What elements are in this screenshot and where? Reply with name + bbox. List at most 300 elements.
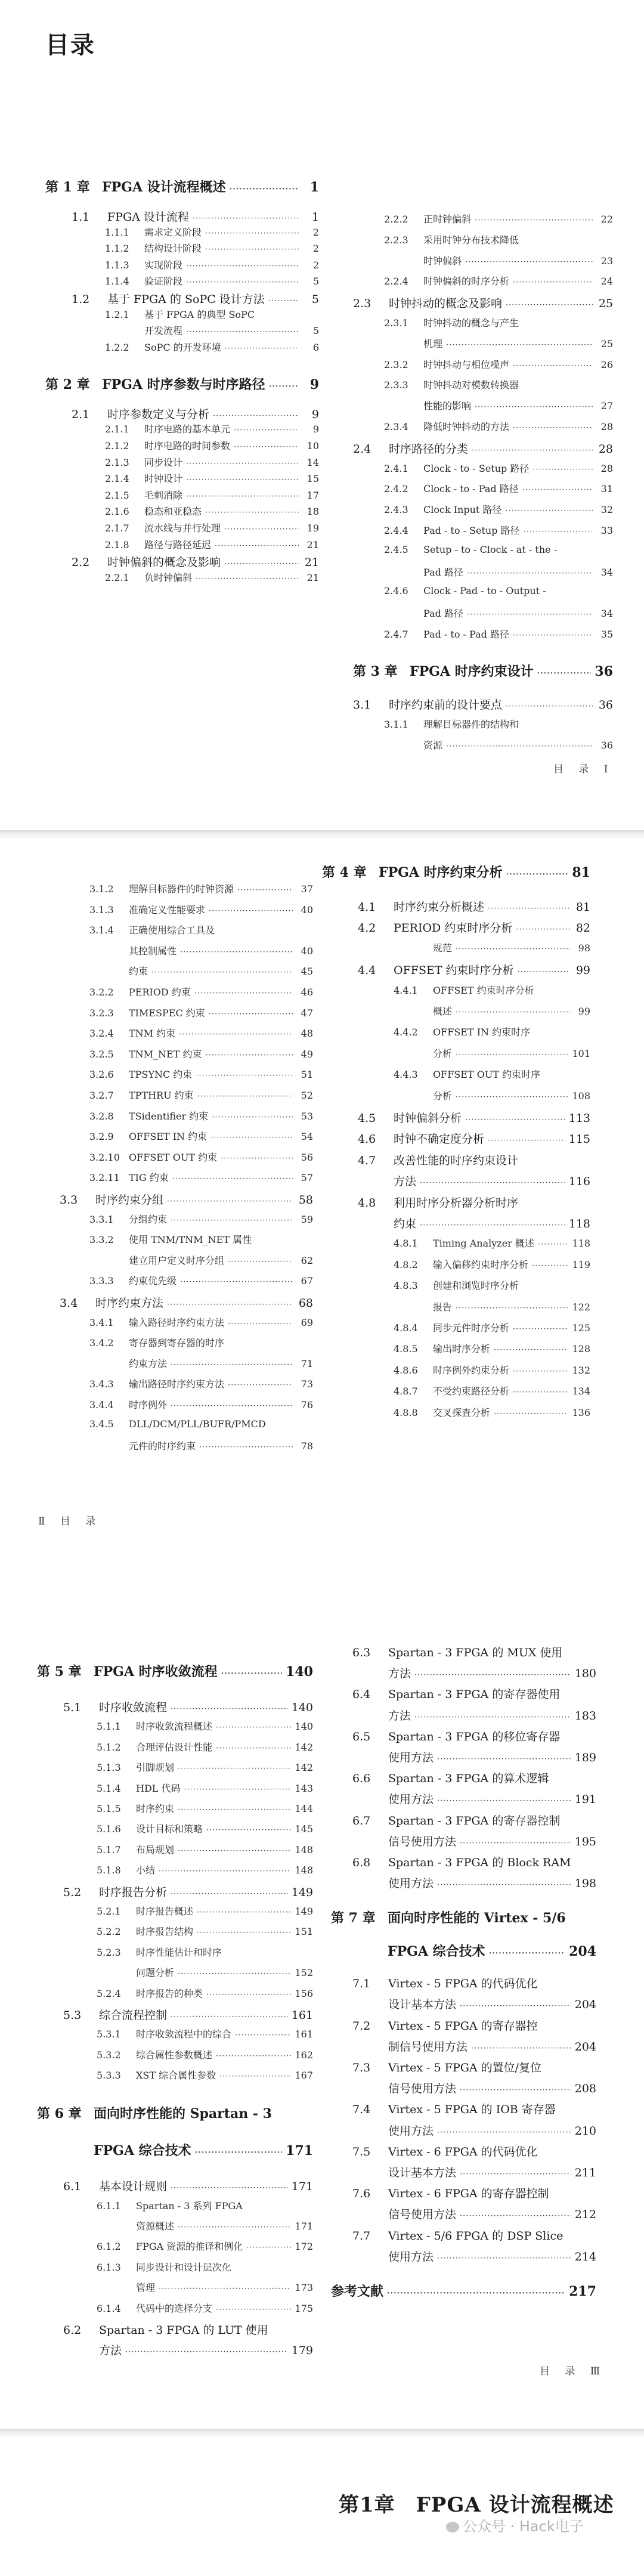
toc-entry[interactable] (72, 208, 319, 222)
toc-entry[interactable] (331, 1908, 596, 1926)
toc-entry[interactable] (353, 440, 613, 454)
toc-entry-title: TNM_NET 约束 (129, 1048, 202, 1060)
toc-entry-title: 性能的影响 (423, 400, 472, 412)
toc-entry[interactable] (433, 1046, 590, 1060)
toc-entry[interactable] (97, 2260, 313, 2274)
toc-entry[interactable] (89, 923, 313, 937)
toc-entry[interactable] (97, 1924, 313, 1938)
toc-entry-page: 10 (306, 440, 319, 452)
toc-entry-page: 134 (572, 1386, 590, 1397)
toc-entry-title: 管理 (136, 2282, 156, 2294)
toc-entry[interactable] (97, 1760, 313, 1774)
toc-entry[interactable] (358, 1109, 590, 1124)
toc-entry[interactable] (384, 357, 613, 372)
toc-entry[interactable] (99, 2342, 313, 2356)
toc-entry[interactable] (433, 1004, 590, 1018)
toc-entry-title: FPGA 资源的推译和例化 (136, 2241, 243, 2253)
watermark (446, 2515, 584, 2535)
toc-entry[interactable] (129, 944, 313, 958)
toc-entry[interactable] (63, 2321, 313, 2336)
toc-entry[interactable] (394, 1321, 590, 1335)
toc-entry[interactable] (331, 2281, 596, 2299)
toc-entry[interactable] (352, 2017, 596, 2031)
toc-entry[interactable] (388, 2164, 596, 2178)
toc-entry[interactable] (394, 1341, 590, 1356)
toc-entry-number: 4.8.4 (394, 1322, 418, 1334)
toc-entry[interactable] (37, 1662, 313, 1680)
toc-entry[interactable] (388, 1996, 596, 2010)
toc-entry[interactable] (89, 1088, 313, 1102)
toc-entry[interactable] (388, 1790, 596, 1805)
toc-entry-title: 引脚规划 (136, 1762, 175, 1774)
toc-entry[interactable] (388, 2122, 596, 2136)
toc-entry[interactable] (97, 2027, 313, 2041)
toc-entry-number: 6.6 (352, 1772, 371, 1786)
toc-entry[interactable] (353, 661, 613, 679)
toc-entry[interactable] (352, 1686, 596, 1700)
toc-entry[interactable] (72, 406, 319, 420)
toc-entry[interactable] (89, 1150, 313, 1164)
toc-entry[interactable] (97, 2198, 313, 2213)
toc-entry[interactable] (89, 1129, 313, 1143)
toc-entry[interactable] (105, 471, 319, 485)
toc-entry-number: 5.3 (63, 2009, 82, 2022)
toc-entry[interactable] (72, 553, 319, 568)
toc-entry[interactable] (89, 1212, 313, 1226)
toc-entry[interactable] (105, 537, 319, 552)
toc-entry[interactable] (358, 1152, 590, 1166)
toc-entry[interactable] (89, 902, 313, 917)
dot-leader (513, 1367, 568, 1376)
toc-entry[interactable] (388, 2038, 596, 2052)
toc-entry-page: 40 (301, 945, 313, 957)
toc-entry-page: 17 (306, 489, 319, 501)
toc-entry-page: 167 (295, 2070, 313, 2082)
toc-entry-page: 45 (301, 966, 313, 978)
toc-entry[interactable] (89, 1418, 313, 1433)
toc-entry[interactable] (89, 1026, 313, 1040)
dot-leader (196, 574, 299, 583)
toc-entry-number: 第 2 章 (45, 376, 90, 392)
toc-entry[interactable] (352, 2185, 596, 2199)
toc-entry-page: 161 (295, 2028, 313, 2040)
toc-entry-page: 40 (301, 904, 313, 916)
toc-entry-title: 布局规划 (136, 1844, 175, 1856)
dot-leader (225, 344, 299, 353)
toc-entry[interactable] (384, 461, 613, 475)
toc-entry[interactable] (97, 1801, 313, 1816)
toc-entry-number: 2.1.3 (105, 456, 129, 468)
toc-entry[interactable] (388, 2206, 596, 2220)
dot-leader (456, 1304, 568, 1313)
toc-entry[interactable] (352, 1812, 596, 1826)
toc-page-3 (0, 1614, 644, 2431)
toc-entry-page: 34 (600, 566, 613, 578)
toc-entry[interactable] (89, 1006, 313, 1020)
watermark-text: 公众号 · Hack电子 (463, 2518, 584, 2535)
toc-entry[interactable] (97, 1740, 313, 1754)
toc-entry[interactable] (388, 1875, 596, 1889)
toc-entry-page: 23 (600, 255, 613, 267)
toc-entry[interactable] (136, 2280, 313, 2294)
dot-leader (505, 506, 593, 515)
toc-entry-page: 28 (600, 421, 613, 432)
dot-leader (460, 2002, 571, 2011)
toc-entry-title: Spartan - 3 FPGA 的 LUT 使用 (99, 2324, 268, 2337)
toc-entry-page: 142 (295, 1762, 313, 1774)
toc-entry[interactable] (89, 1232, 313, 1247)
toc-entry[interactable] (394, 1363, 590, 1377)
toc-entry-number: 2.3.3 (384, 379, 408, 391)
toc-entry[interactable] (97, 2301, 313, 2315)
toc-entry-page: 140 (291, 1701, 313, 1714)
toc-entry-number: 2.4.6 (384, 585, 408, 597)
toc-entry[interactable] (384, 627, 613, 641)
toc-entry[interactable] (384, 481, 613, 496)
toc-entry-page: 191 (574, 1793, 596, 1807)
toc-entry[interactable] (388, 1749, 596, 1763)
toc-entry-title: 方法 (99, 2344, 122, 2358)
dot-leader (513, 361, 593, 370)
toc-entry-number: 2.4.2 (384, 483, 408, 495)
dot-leader (216, 2052, 291, 2061)
toc-entry[interactable] (384, 233, 613, 247)
toc-entry-number: 6.5 (352, 1730, 371, 1743)
toc-entry[interactable] (433, 1300, 590, 1314)
toc-entry[interactable] (105, 488, 319, 502)
toc-entry-number: 5.1.5 (97, 1803, 121, 1814)
toc-entry[interactable] (423, 738, 613, 752)
toc-entry[interactable] (394, 1236, 590, 1250)
toc-entry[interactable] (97, 1781, 313, 1795)
toc-entry-number: 3.3.2 (89, 1234, 114, 1246)
toc-entry[interactable] (394, 1405, 590, 1420)
toc-entry[interactable] (352, 1854, 596, 1868)
toc-entry[interactable] (97, 2048, 313, 2062)
toc-entry[interactable] (105, 504, 319, 518)
toc-entry[interactable] (384, 523, 613, 537)
toc-entry[interactable] (352, 1644, 596, 1658)
toc-entry-number: 6.1.4 (97, 2302, 121, 2314)
toc-entry-number: 5.1.8 (97, 1864, 121, 1876)
toc-entry-title: 方法 (394, 1175, 417, 1189)
toc-entry[interactable] (352, 1975, 596, 1989)
toc-entry[interactable] (423, 398, 613, 413)
toc-entry[interactable] (89, 1067, 313, 1081)
toc-entry-page: 108 (572, 1090, 590, 1102)
toc-entry-number: 3.1 (353, 698, 371, 712)
toc-entry[interactable] (136, 1965, 313, 1980)
toc-entry[interactable] (394, 1257, 590, 1272)
toc-entry[interactable] (97, 1863, 313, 1877)
toc-entry-number: 第 1 章 (45, 180, 90, 195)
toc-entry[interactable] (423, 565, 613, 579)
toc-entry[interactable] (358, 1130, 590, 1145)
toc-entry[interactable] (388, 2248, 596, 2262)
dot-leader (513, 1325, 568, 1334)
toc-entry[interactable] (129, 1356, 313, 1371)
toc-entry-page: 113 (568, 1112, 590, 1125)
toc-entry-page: 21 (306, 539, 319, 551)
toc-entry-number: 4.8.2 (394, 1258, 418, 1270)
toc-entry-title: 时钟抖动对模数转换器 (423, 379, 519, 391)
toc-entry-number: 3.2.6 (89, 1069, 114, 1081)
toc-entry-title: Spartan - 3 系列 FPGA (136, 2200, 243, 2212)
toc-entry[interactable] (89, 1397, 313, 1412)
toc-entry-title: 基本设计规则 (99, 2180, 168, 2194)
toc-entry[interactable] (89, 1377, 313, 1391)
toc-entry[interactable] (358, 898, 590, 913)
toc-entry[interactable] (352, 2059, 596, 2073)
toc-entry[interactable] (89, 1315, 313, 1329)
dot-leader (172, 1174, 293, 1183)
dot-leader (235, 2031, 291, 2040)
toc-entry-number: 5.1.2 (97, 1741, 121, 1753)
toc-entry-number: 1.1.1 (105, 226, 129, 238)
dot-leader (234, 443, 299, 452)
toc-entry[interactable] (97, 2239, 313, 2253)
toc-entry[interactable] (89, 1170, 313, 1185)
toc-entry[interactable] (60, 1294, 313, 1309)
dot-leader (446, 341, 593, 350)
toc-entry[interactable] (63, 2178, 313, 2192)
toc-entry-title: TIG 约束 (129, 1172, 169, 1184)
dot-leader (180, 1278, 293, 1287)
toc-entry[interactable] (358, 961, 590, 976)
toc-entry[interactable] (45, 375, 319, 392)
toc-entry[interactable] (63, 1699, 313, 1713)
toc-entry[interactable] (384, 378, 613, 392)
toc-entry-number: 3.4.2 (89, 1337, 114, 1349)
toc-entry[interactable] (394, 1025, 590, 1039)
toc-entry[interactable] (394, 1384, 590, 1398)
toc-entry-page: 161 (291, 2009, 313, 2022)
toc-entry[interactable] (89, 882, 313, 896)
toc-entry[interactable] (423, 606, 613, 620)
toc-entry[interactable] (384, 419, 613, 434)
toc-entry-title: 信号使用方法 (388, 1835, 457, 1848)
toc-entry-page: 81 (572, 865, 590, 880)
toc-entry[interactable] (394, 1173, 590, 1187)
toc-entry[interactable] (105, 258, 319, 272)
toc-entry-number: 6.4 (352, 1688, 371, 1702)
toc-entry[interactable] (45, 177, 319, 195)
toc-entry[interactable] (97, 1945, 313, 1959)
toc-entry[interactable] (388, 2080, 596, 2094)
toc-entry[interactable] (353, 295, 613, 309)
toc-entry-title: 时序报告分析 (99, 1885, 168, 1899)
toc-entry[interactable] (97, 1986, 313, 2000)
toc-entry[interactable] (384, 316, 613, 330)
toc-entry-page: 36 (595, 664, 613, 679)
toc-entry[interactable] (94, 2141, 313, 2159)
toc-entry[interactable] (105, 225, 319, 239)
toc-entry-page: 172 (295, 2241, 313, 2253)
dot-leader (465, 1115, 565, 1124)
toc-entry-title: 综合流程控制 (99, 2009, 168, 2022)
toc-entry[interactable] (105, 340, 319, 354)
toc-entry-number: 5.1.7 (97, 1844, 121, 1856)
toc-entry[interactable] (97, 2068, 313, 2082)
toc-entry[interactable] (352, 2143, 596, 2157)
toc-entry[interactable] (129, 964, 313, 978)
toc-entry[interactable] (433, 1088, 590, 1103)
toc-entry[interactable] (105, 570, 319, 585)
toc-entry[interactable] (394, 1215, 590, 1229)
toc-entry[interactable] (129, 1439, 313, 1453)
toc-entry[interactable] (97, 1719, 313, 1733)
toc-entry-number: 7.3 (352, 2061, 371, 2074)
toc-entry-page: 149 (295, 1906, 313, 1917)
dot-leader (205, 508, 299, 517)
dot-leader (178, 1847, 291, 1856)
toc-entry-number: 4.8.5 (394, 1343, 418, 1355)
dot-leader (215, 542, 299, 551)
toc-entry[interactable] (353, 696, 613, 710)
toc-entry[interactable] (105, 521, 319, 535)
toc-entry-page: 116 (568, 1175, 590, 1189)
toc-entry-title: Clock - Pad - to - Output - (423, 585, 546, 597)
toc-entry-title: Pad - to - Pad 路径 (423, 629, 509, 640)
toc-entry[interactable] (388, 1665, 596, 1679)
toc-entry[interactable] (352, 2227, 596, 2241)
toc-entry-title: FPGA 时序约束设计 (410, 664, 534, 679)
toc-entry[interactable] (105, 438, 319, 453)
toc-entry-page: 208 (574, 2082, 596, 2096)
toc-entry-number: 2.2.1 (105, 571, 129, 583)
toc-entry[interactable] (384, 212, 613, 226)
toc-entry-page: 171 (286, 2143, 313, 2159)
toc-entry-title: 问题分析 (136, 1967, 175, 1979)
toc-entry[interactable] (129, 1253, 313, 1267)
toc-entry-title: 正确使用综合工具及 (129, 924, 215, 936)
dot-leader (437, 1755, 571, 1764)
toc-entry-title: 信号使用方法 (388, 2082, 457, 2096)
toc-entry[interactable] (89, 1335, 313, 1350)
toc-entry-number: 3.3.1 (89, 1213, 114, 1225)
toc-entry-number: 2.4.7 (384, 629, 408, 640)
toc-entry[interactable] (384, 585, 613, 599)
toc-entry-number: 3.2.8 (89, 1110, 114, 1122)
dot-leader (224, 559, 299, 568)
toc-entry-page: 140 (286, 1664, 313, 1680)
toc-entry-title: Spartan - 3 FPGA 的寄存器控制 (388, 1814, 561, 1827)
toc-entry-page: 32 (600, 504, 613, 516)
toc-entry-number: 7.4 (352, 2103, 371, 2117)
toc-entry-title: 使用方法 (388, 1877, 434, 1891)
toc-entry-title: 时序报告的种类 (136, 1987, 203, 1999)
toc-entry[interactable] (433, 941, 590, 955)
toc-entry[interactable] (89, 1047, 313, 1061)
dot-leader (414, 1671, 571, 1680)
toc-entry-title: 使用方法 (388, 1751, 434, 1764)
dot-leader (212, 1113, 293, 1122)
toc-entry[interactable] (97, 1842, 313, 1857)
toc-entry-title: Pad 路径 (423, 566, 463, 578)
toc-entry-number: 2.1.7 (105, 522, 129, 534)
toc-entry[interactable] (423, 253, 613, 268)
toc-entry[interactable] (352, 1728, 596, 1742)
toc-entry-page: 19 (306, 522, 319, 534)
toc-entry[interactable] (60, 1191, 313, 1205)
toc-entry-title: OFFSET OUT 约束 (129, 1151, 218, 1163)
toc-entry[interactable] (388, 1941, 596, 1960)
toc-entry-title: 代码中的选择分支 (136, 2302, 213, 2314)
toc-entry-page: 173 (295, 2282, 313, 2294)
toc-entry[interactable] (384, 717, 613, 731)
toc-entry-number: 7.7 (352, 2229, 371, 2243)
toc-entry-number: 4.5 (358, 1112, 376, 1125)
toc-entry[interactable] (97, 1904, 313, 1918)
toc-entry[interactable] (358, 919, 590, 933)
toc-entry[interactable] (97, 1822, 313, 1836)
toc-entry[interactable] (384, 502, 613, 517)
toc-entry-title: OFFSET 约束时序分析 (394, 964, 514, 978)
toc-entry-title: OFFSET OUT 约束时序 (433, 1069, 541, 1081)
toc-entry-title: 时钟抖动的概念及影响 (389, 297, 503, 311)
toc-entry[interactable] (136, 2219, 313, 2233)
toc-entry-page: 9 (312, 423, 319, 435)
dot-leader (513, 631, 593, 640)
toc-entry[interactable] (89, 985, 313, 999)
toc-entry[interactable] (63, 1884, 313, 1898)
dot-leader (460, 2086, 571, 2095)
dot-leader (184, 1785, 292, 1794)
toc-entry[interactable] (37, 2104, 313, 2122)
toc-entry[interactable] (388, 1707, 596, 1721)
toc-entry[interactable] (384, 544, 613, 558)
toc-entry-page: 2 (312, 259, 319, 271)
toc-entry-number: 7.6 (352, 2187, 371, 2201)
dot-leader (197, 1928, 291, 1937)
toc-entry-page: 15 (306, 473, 319, 485)
toc-entry[interactable] (105, 422, 319, 436)
toc-entry-page: 67 (301, 1275, 313, 1287)
dot-leader (437, 2254, 571, 2263)
toc-entry[interactable] (352, 2101, 596, 2115)
toc-entry[interactable] (394, 983, 590, 997)
toc-entry[interactable] (89, 1273, 313, 1288)
toc-entry-page: 36 (598, 698, 613, 712)
toc-entry[interactable] (105, 274, 319, 288)
toc-entry-title: 时序电路的时间参数 (144, 440, 231, 452)
toc-entry[interactable] (63, 2006, 313, 2021)
toc-entry-title: FPGA 时序收敛流程 (94, 1664, 218, 1680)
toc-entry[interactable] (322, 862, 590, 880)
toc-entry[interactable] (358, 1194, 590, 1208)
toc-entry-page: 143 (295, 1782, 313, 1794)
toc-entry-title: Spartan - 3 FPGA 的寄存器使用 (388, 1688, 561, 1702)
toc-entry[interactable] (352, 1770, 596, 1784)
toc-entry[interactable] (423, 336, 613, 351)
toc-entry-number: 2.1.1 (105, 423, 129, 435)
toc-entry[interactable] (105, 455, 319, 469)
toc-entry[interactable] (105, 241, 319, 255)
toc-entry[interactable] (388, 1833, 596, 1847)
toc-entry-title: 时钟偏斜分析 (394, 1112, 462, 1125)
toc-entry[interactable] (89, 1109, 313, 1123)
toc-entry[interactable] (394, 1278, 590, 1292)
toc-entry[interactable] (72, 290, 319, 305)
toc-entry-page: 115 (568, 1133, 590, 1146)
page-footer: Ⅱ 目 录 (38, 1516, 102, 1527)
toc-entry[interactable] (384, 274, 613, 288)
toc-entry[interactable] (144, 323, 319, 338)
toc-entry-title: FPGA 设计流程 (107, 211, 189, 224)
toc-entry[interactable] (105, 307, 319, 321)
toc-entry-title: TNM 约束 (129, 1028, 176, 1040)
toc-entry[interactable] (394, 1067, 590, 1081)
